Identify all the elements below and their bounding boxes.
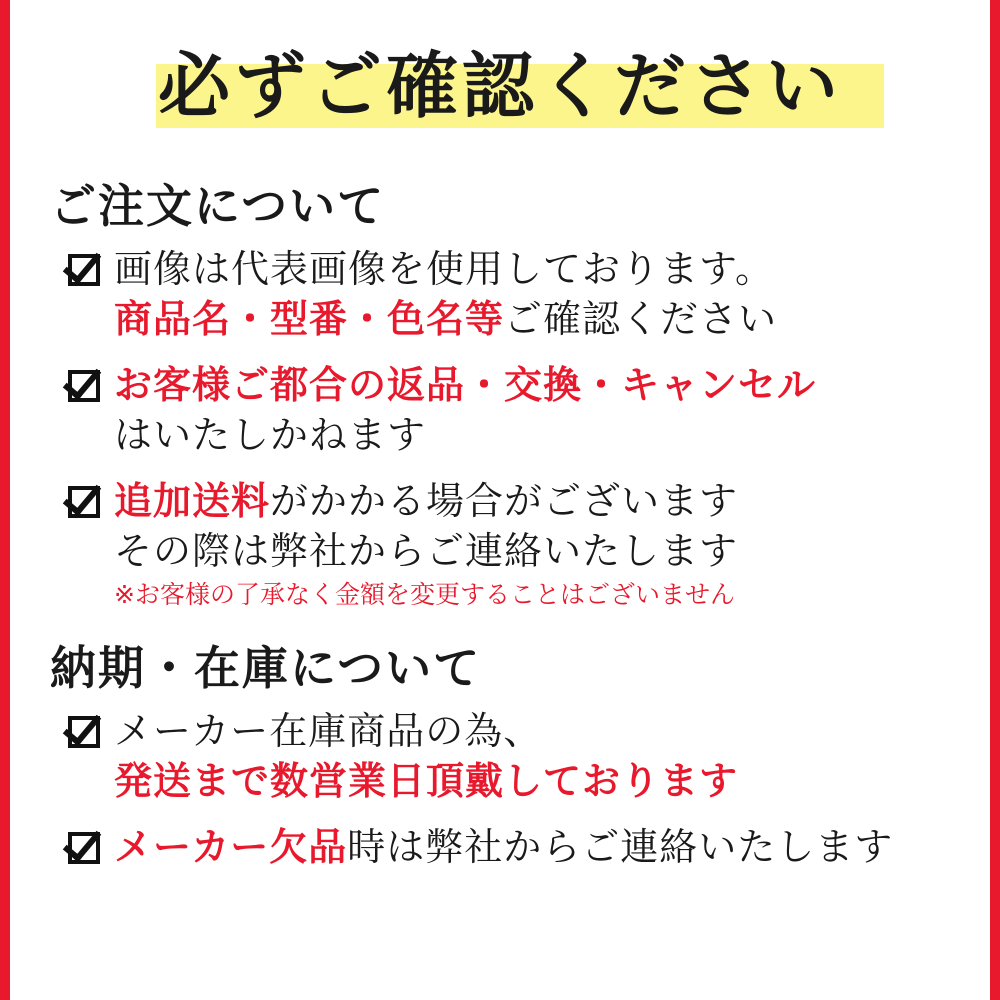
notice-content (10, 0, 990, 1000)
section-heading-delivery: 納期・在庫について (50, 641, 482, 695)
page-title: 必ずご確認ください (157, 44, 842, 128)
item-line-emphasis: メーカー欠品 (114, 825, 348, 869)
checkbox-checked-icon (66, 828, 106, 868)
item-line: その際は弊社からご連絡いたします (114, 529, 739, 573)
list-item (38, 244, 962, 344)
list-item (38, 706, 962, 806)
list-item-text (114, 360, 962, 460)
item-line: お客様ご都合の返品・交換・キャンセル (114, 363, 817, 407)
list-item-text (114, 244, 962, 344)
item-line: はいたしかねます (114, 413, 427, 457)
list-item (38, 360, 962, 460)
item-line (114, 294, 962, 344)
checkbox-checked-icon (66, 482, 106, 522)
item-line-rest: ご確認ください (504, 297, 778, 341)
item-line-rest: 時は弊社からご連絡いたします (347, 825, 894, 869)
item-line (114, 476, 962, 526)
list-item-text (114, 822, 962, 872)
checkbox-checked-icon (66, 250, 106, 290)
checkbox-checked-icon (66, 712, 106, 752)
list-item-text (114, 706, 962, 806)
list-item (38, 822, 962, 872)
item-line-rest: がかかる場合がございます (270, 479, 739, 523)
item-line: 発送まで数営業日頂戴しております (114, 759, 739, 803)
section-heading-order: ご注文について (50, 179, 386, 233)
list-item (38, 476, 962, 614)
item-line-emphasis: 追加送料 (114, 479, 271, 523)
item-note: ※お客様の了承なく金額を変更することはございません (114, 580, 735, 609)
page-title-wrapper (38, 34, 962, 144)
item-line-emphasis: 商品名・型番・色名等 (114, 297, 505, 341)
checkbox-checked-icon (66, 366, 106, 406)
item-line: メーカー在庫商品の為、 (114, 709, 543, 753)
item-line: 画像は代表画像を使用しております。 (114, 247, 774, 291)
item-line (114, 822, 962, 872)
list-item-text (114, 476, 962, 614)
